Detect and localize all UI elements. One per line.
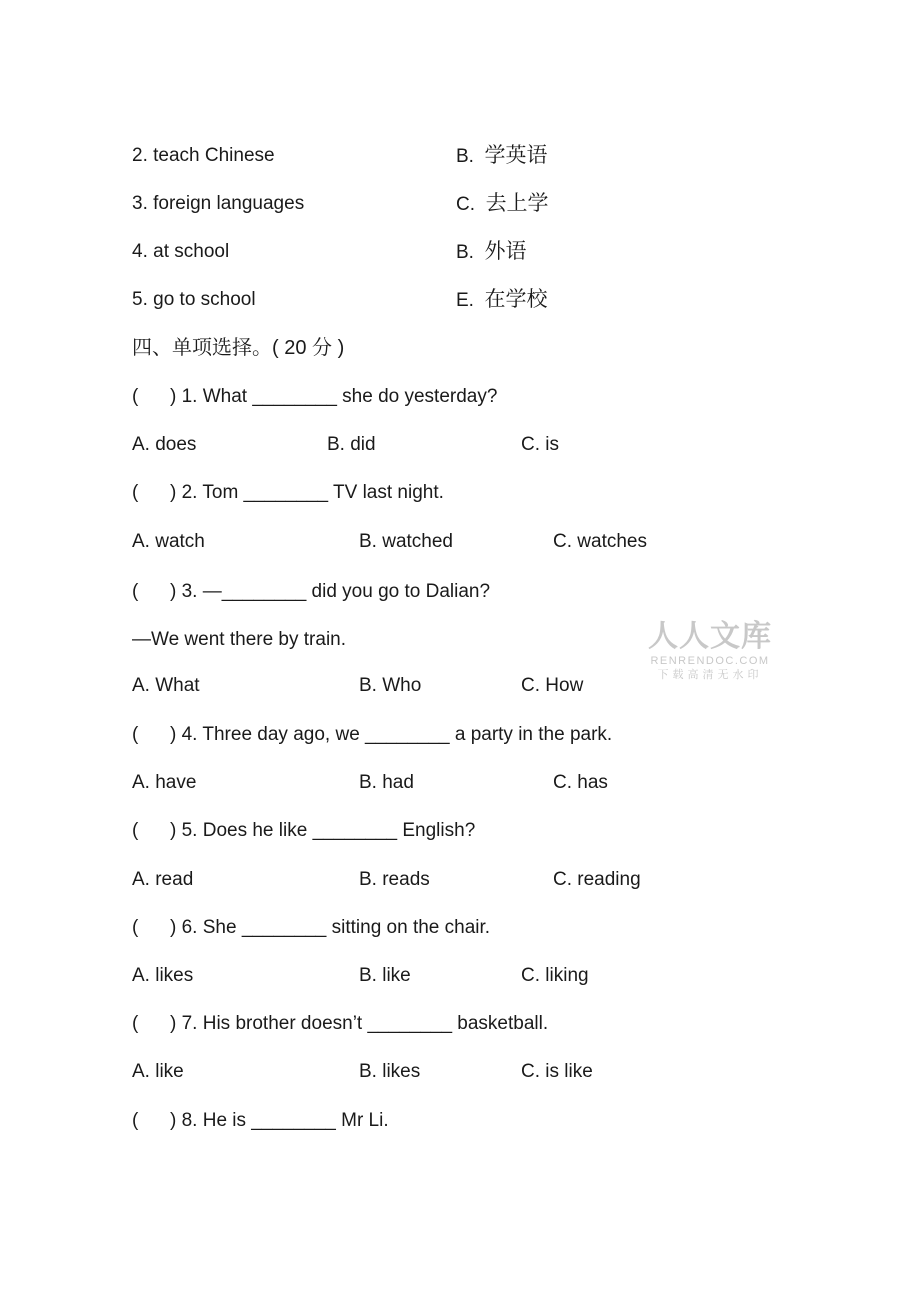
question-4-stem: ( ) 4. Three day ago, we ________ a party in the park. — [132, 724, 613, 745]
question-8-stem: ( ) 8. He is ________ Mr Li. — [132, 1110, 389, 1131]
question-2-option-c: C. watches — [553, 531, 647, 552]
matching-item-5-english: 5. go to school — [132, 289, 256, 310]
question-3-option-b: B. Who — [359, 675, 422, 696]
question-4-option-c: C. has — [553, 772, 608, 793]
matching-item-3-chinese — [456, 192, 549, 217]
matching-item-4-chinese — [456, 240, 527, 265]
matching-chinese-text: 学英语 — [484, 144, 548, 167]
question-7-option-b: B. likes — [359, 1061, 421, 1082]
question-6-option-c: C. liking — [521, 965, 589, 986]
question-3-stem: ( ) 3. —________ did you go to Dalian? — [132, 581, 491, 602]
watermark-url: RENRENDOC.COM — [650, 655, 770, 667]
matching-item-4-english: 4. at school — [132, 241, 230, 262]
matching-item-5-chinese — [456, 288, 548, 313]
question-2-option-b: B. watched — [359, 531, 453, 552]
matching-letter: B. — [456, 242, 474, 263]
matching-item-2-chinese — [456, 144, 548, 169]
question-7-option-a: A. like — [132, 1061, 184, 1082]
watermark-subtitle: 下载高清无水印 — [657, 669, 763, 681]
question-2-stem: ( ) 2. Tom ________ TV last night. — [132, 482, 444, 503]
question-1-option-c: C. is — [521, 434, 559, 455]
question-6-stem: ( ) 6. She ________ sitting on the chair. — [132, 917, 491, 938]
question-1-option-a: A. does — [132, 434, 197, 455]
question-5-option-a: A. read — [132, 869, 194, 890]
question-5-stem: ( ) 5. Does he like ________ English? — [132, 820, 476, 841]
matching-letter: B. — [456, 146, 474, 167]
matching-letter: E. — [456, 290, 474, 311]
watermark-title: 人人文库 — [648, 619, 772, 654]
matching-letter: C. — [456, 194, 475, 215]
question-1-stem: ( ) 1. What ________ she do yesterday? — [132, 386, 498, 407]
question-4-option-b: B. had — [359, 772, 414, 793]
question-3-option-c: C. How — [521, 675, 584, 696]
matching-item-2-english: 2. teach Chinese — [132, 145, 275, 166]
question-1-option-b: B. did — [327, 434, 376, 455]
matching-chinese-text: 外语 — [484, 240, 527, 263]
question-7-option-c: C. is like — [521, 1061, 593, 1082]
question-3-option-a: A. What — [132, 675, 200, 696]
question-2-option-a: A. watch — [132, 531, 205, 552]
question-6-option-b: B. like — [359, 965, 411, 986]
matching-chinese-text: 在学校 — [484, 288, 548, 311]
section-heading: 四、单项选择。( 20 分 ) — [132, 337, 345, 359]
question-3-answer-line: —We went there by train. — [132, 629, 347, 650]
question-4-option-a: A. have — [132, 772, 197, 793]
matching-chinese-text: 去上学 — [485, 192, 549, 215]
question-7-stem: ( ) 7. His brother doesn’t ________ basketball. — [132, 1013, 549, 1034]
question-5-option-c: C. reading — [553, 869, 641, 890]
matching-item-3-english: 3. foreign languages — [132, 193, 305, 214]
question-5-option-b: B. reads — [359, 869, 430, 890]
question-6-option-a: A. likes — [132, 965, 194, 986]
watermark-logo — [646, 620, 774, 682]
